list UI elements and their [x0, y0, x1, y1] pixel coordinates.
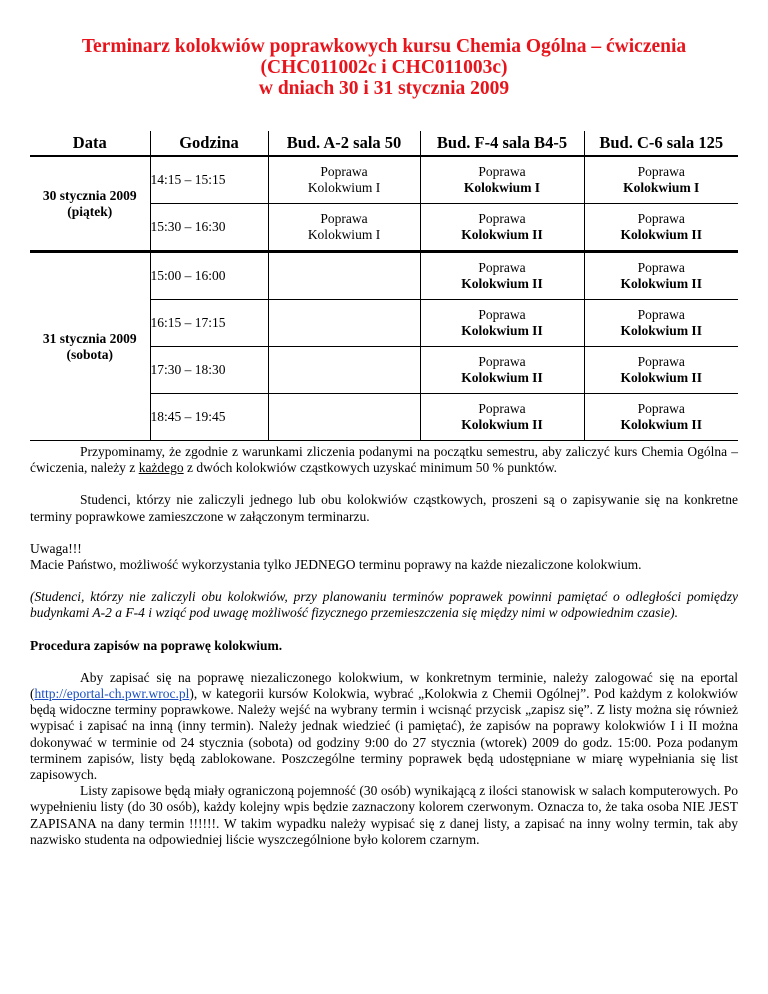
exam-cell: Poprawa Kolokwium I [623, 164, 700, 195]
weekday-label: (piątek) [67, 203, 113, 219]
exam-cell: Poprawa Kolokwium I [268, 156, 420, 204]
exam-cell: Poprawa Kolokwium II [420, 300, 584, 347]
exam-cell-empty [268, 300, 420, 347]
exam-cell: Poprawa Kolokwium II [420, 347, 584, 394]
paragraph-warning: Uwaga!!! Macie Państwo, możliwość wykorzystania tylko JEDNEGO terminu poprawy na każde niezaliczone kolokwium. [30, 540, 642, 573]
exam-cell: Poprawa Kolokwium II [584, 394, 738, 441]
exam-cell: Poprawa Kolokwium II [420, 394, 584, 441]
exam-cell: Poprawa Kolokwium I [420, 156, 584, 204]
exam-cell-empty [268, 394, 420, 441]
title-line-2: (CHC011002c i CHC011003c) [260, 57, 508, 78]
time-cell: 17:30 – 18:30 [150, 347, 268, 394]
date-label: 31 stycznia 2009 [42, 330, 137, 346]
time-cell: 15:30 – 16:30 [150, 204, 268, 252]
table-row [30, 156, 738, 204]
paragraph-note: (Studenci, którzy nie zaliczyli obu kolokwiów, przy planowaniu terminów poprawek powinni pamiętać o odległości pomiędzy budynkami A-2 a F-4 i wziąć pod uwagę możliwość fizycznego przemieszczenia się między nimi w odpowiednim czasie). [30, 589, 738, 621]
table-header-row [30, 131, 738, 156]
exam-cell-empty [268, 347, 420, 394]
document-body [30, 444, 738, 864]
exam-cell: Poprawa Kolokwium II [420, 252, 584, 300]
exam-cell: Poprawa Kolokwium II [584, 347, 738, 394]
exam-cell: Poprawa Kolokwium II [584, 204, 738, 252]
time-cell: 14:15 – 15:15 [150, 156, 268, 204]
header-room-a2: Bud. A-2 sala 50 [268, 131, 420, 156]
time-cell: 18:45 – 19:45 [150, 394, 268, 441]
date-label: 30 stycznia 2009 [42, 187, 137, 203]
header-date: Data [30, 131, 150, 156]
header-room-c6: Bud. C-6 sala 125 [584, 131, 738, 156]
header-time: Godzina [150, 131, 268, 156]
procedure-heading: Procedura zapisów na poprawę kolokwium. [30, 637, 283, 653]
eportal-link[interactable]: http://eportal-ch.pwr.wroc.pl [34, 686, 190, 702]
time-cell: 15:00 – 16:00 [150, 252, 268, 300]
exam-cell: Poprawa Kolokwium I [268, 204, 420, 252]
time-cell: 16:15 – 17:15 [150, 300, 268, 347]
exam-cell: Poprawa Kolokwium II [620, 260, 702, 291]
title-line-3: w dniach 30 i 31 stycznia 2009 [258, 78, 510, 99]
exam-cell: Poprawa Kolokwium II [420, 204, 584, 252]
date-cell [30, 252, 150, 441]
exam-cell-empty [268, 252, 420, 300]
paragraph-lists: Listy zapisowe będą miały ograniczoną pojemność (30 osób) wynikającą z ilości stanowisk w salach komputerowych. Po wypełnieniu listy (do 30 osób), każdy kolejny wpis będzie zaznaczony kolorem czerwonym. Oznacza to, że taka osoba NIE JEST ZAPISANA na dany termin !!!!!!. W takim wypadku należy wypisać się z danej listy, a zapisać na inny wolny termin, tak aby nazwisko studenta na odpowiedniej liście wyszczególnione było kolorem czarnym. [30, 783, 738, 847]
title-line-1: Terminarz kolokwiów poprawkowych kursu Chemia Ogólna – ćwiczenia [81, 36, 687, 57]
paragraph-reminder: Przypominamy, że zgodnie z warunkami zliczenia podanymi na początku semestru, aby zaliczyć kurs Chemia Ogólna – ćwiczenia, należy z każdego z dwóch kolokwiów cząstkowych uzyskać minimum 50 % punktów. [30, 444, 738, 476]
header-room-f4: Bud. F-4 sala B4-5 [420, 131, 584, 156]
paragraph-signup-info: Studenci, którzy nie zaliczyli jednego lub obu kolokwiów cząstkowych, proszeni są o zapisywanie się na konkretne terminy poprawkowe zamieszczone w załączonym terminarzu. [30, 492, 738, 524]
exam-cell: Poprawa Kolokwium II [584, 300, 738, 347]
document-title [0, 36, 768, 99]
date-cell [30, 156, 150, 252]
schedule-table [30, 131, 738, 441]
table-row [30, 252, 738, 300]
paragraph-procedure: Aby zapisać się na poprawę niezaliczonego kolokwium, w konkretnym terminie, należy zalogować się na eportal (http://eportal-ch.pwr.wroc.pl), w kategorii kursów Kolokwia, wybrać „Kolokwia z Chemii Ogólnej”. Pod każdym z kolokwiów będą widoczne terminy poprawkowe. Należy wejść na wybrany termin i wcisnąć przycisk „zapisz się”. Z listy można się również wypisać i zapisać na inną (inny termin). Należy jednak wiedzieć (i pamiętać), że zapisów na poprawy kolokwiów I i II można dokonywać w terminie od 24 stycznia (sobota) od godziny 9:00 do 27 stycznia (wtorek) 2009 do godz. 15:00. Poza podanym terminem zapisów, listy będą zablokowane. Poszczególne terminy poprawek będą udostępniane w miarę wypełniania się list zapisowych. [30, 669, 738, 783]
weekday-label: (sobota) [66, 346, 113, 362]
